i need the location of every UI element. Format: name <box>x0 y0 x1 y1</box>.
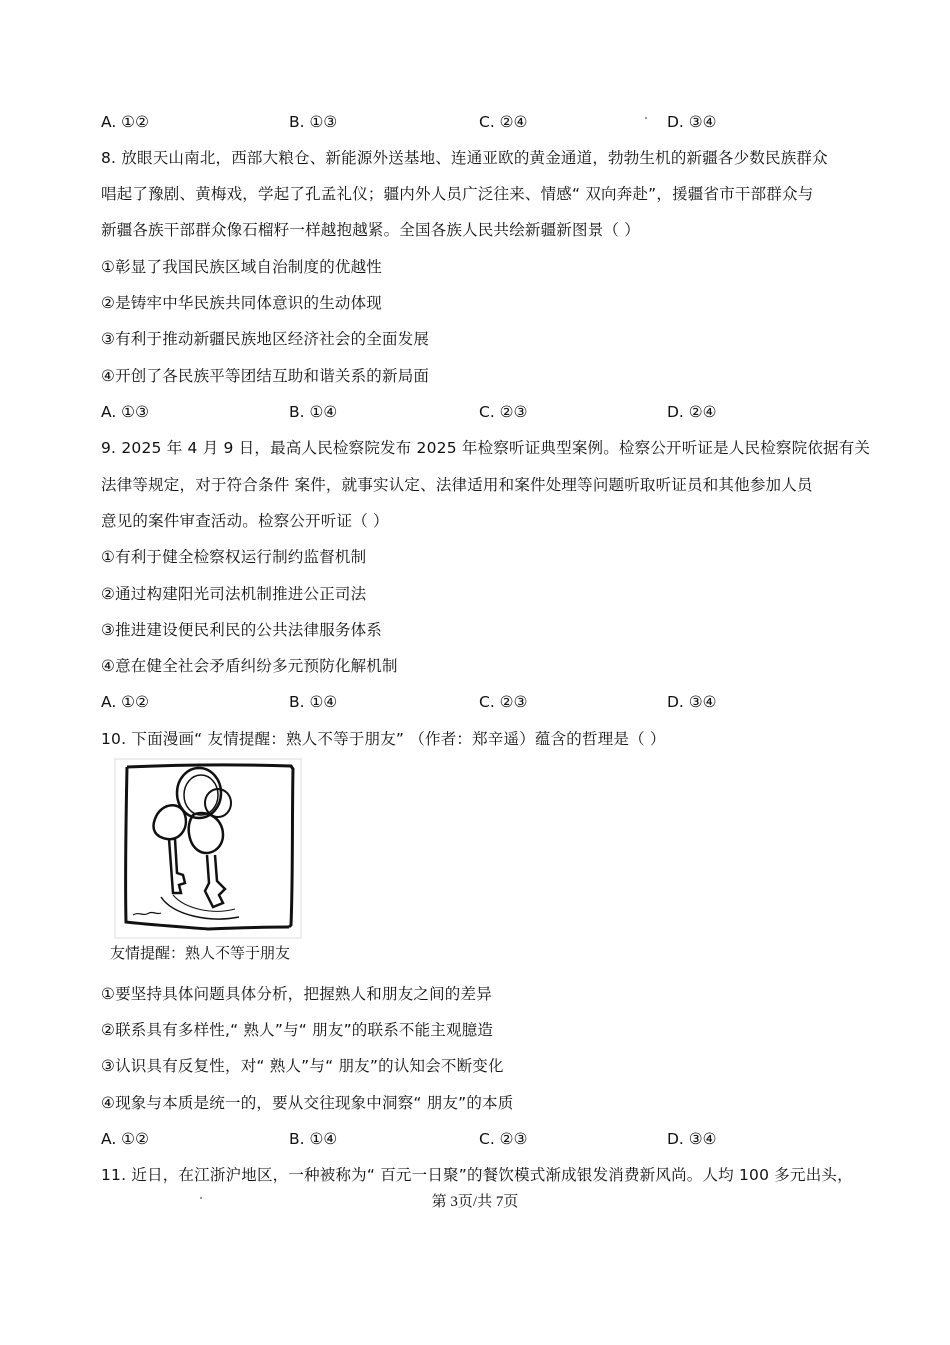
option-c: C. ②③ <box>479 693 528 711</box>
q10-statement-1: ①要坚持具体问题具体分析，把握熟人和朋友之间的差异 <box>101 985 492 1003</box>
option-c: C. ②④ <box>479 113 528 131</box>
q9-stem-line-3: 意见的案件审查活动。检察公开听证（ ） <box>101 512 389 530</box>
q11-stem-line-1: 11. 近日，在江浙沪地区，一种被称为“ 百元一日聚”的餐饮模式渐成银发消费新风尚。人均 100 多元出头， <box>101 1166 853 1184</box>
option-d: D. ②④ <box>667 403 717 421</box>
option-a: A. ①② <box>101 1130 149 1148</box>
q8-stem-line-2: 唱起了豫剧、黄梅戏，学起了孔孟礼仪；疆内外人员广泛往来、情感“ 双向奔赴”，援疆省市干部群众与 <box>101 185 814 203</box>
option-b: B. ①④ <box>289 693 338 711</box>
option-d: D. ③④ <box>667 693 717 711</box>
q10-stem: 10. 下面漫画“ 友情提醒：熟人不等于朋友” （作者：郑辛遥）蕴含的哲理是（ ） <box>101 730 666 748</box>
q10-statement-3: ③认识具有反复性，对“ 熟人”与“ 朋友”的认知会不断变化 <box>101 1057 504 1075</box>
q9-statement-1: ①有利于健全检察权运行制约监督机制 <box>101 548 367 566</box>
option-d: D. ③④ <box>667 113 717 131</box>
q8-statement-1: ①彰显了我国民族区域自治制度的优越性 <box>101 258 382 276</box>
keys-comic-image <box>113 757 303 940</box>
q8-statement-4: ④开创了各民族平等团结互助和谐关系的新局面 <box>101 367 430 385</box>
q10-statement-4: ④现象与本质是统一的，要从交往现象中洞察“ 朋友”的本质 <box>101 1094 514 1112</box>
option-b: B. ①④ <box>289 403 338 421</box>
q8-stem-line-3: 新疆各族干部群众像石榴籽一样越抱越紧。全国各族人民共绘新疆新图景（ ） <box>101 221 640 239</box>
option-a: A. ①③ <box>101 403 149 421</box>
q7-options <box>101 112 861 132</box>
q10-statement-2: ②联系具有多样性,“ 熟人”与“ 朋友”的联系不能主观臆造 <box>101 1021 494 1039</box>
page-footer: 第 3页/共 7页 <box>431 1194 519 1210</box>
q8-statement-3: ③有利于推动新疆民族地区经济社会的全面发展 <box>101 330 430 348</box>
q9-statement-4: ④意在健全社会矛盾纠纷多元预防化解机制 <box>101 657 398 675</box>
q9-stem-line-2: 法律等规定，对于符合条件 案件，就事实认定、法律适用和案件处理等问题听取听证员和其他参加人员 <box>101 476 813 494</box>
comic-caption: 友情提醒：熟人不等于朋友 <box>110 946 291 962</box>
option-b: B. ①③ <box>289 113 338 131</box>
q9-stem-line-1: 9. 2025 年 4 月 9 日，最高人民检察院发布 2025 年检察听证典型案例。检察公开听证是人民检察院依据有关 <box>101 439 871 457</box>
q9-options <box>101 692 861 712</box>
q8-stem-line-1: 8. 放眼天山南北，西部大粮仓、新能源外送基地、连通亚欧的黄金通道，勃勃生机的新疆各少数民族群众 <box>101 149 828 167</box>
q8-statement-2: ②是铸牢中华民族共同体意识的生动体现 <box>101 294 382 312</box>
stray-dot <box>645 117 647 119</box>
option-a: A. ①② <box>101 693 149 711</box>
option-c: C. ②③ <box>479 1130 528 1148</box>
q9-statement-3: ③推进建设便民利民的公共法律服务体系 <box>101 621 382 639</box>
option-a: A. ①② <box>101 113 149 131</box>
option-c: C. ②③ <box>479 403 528 421</box>
q8-options <box>101 402 861 422</box>
q9-statement-2: ②通过构建阳光司法机制推进公正司法 <box>101 585 367 603</box>
q10-options <box>101 1129 861 1149</box>
option-d: D. ③④ <box>667 1130 717 1148</box>
option-b: B. ①④ <box>289 1130 338 1148</box>
